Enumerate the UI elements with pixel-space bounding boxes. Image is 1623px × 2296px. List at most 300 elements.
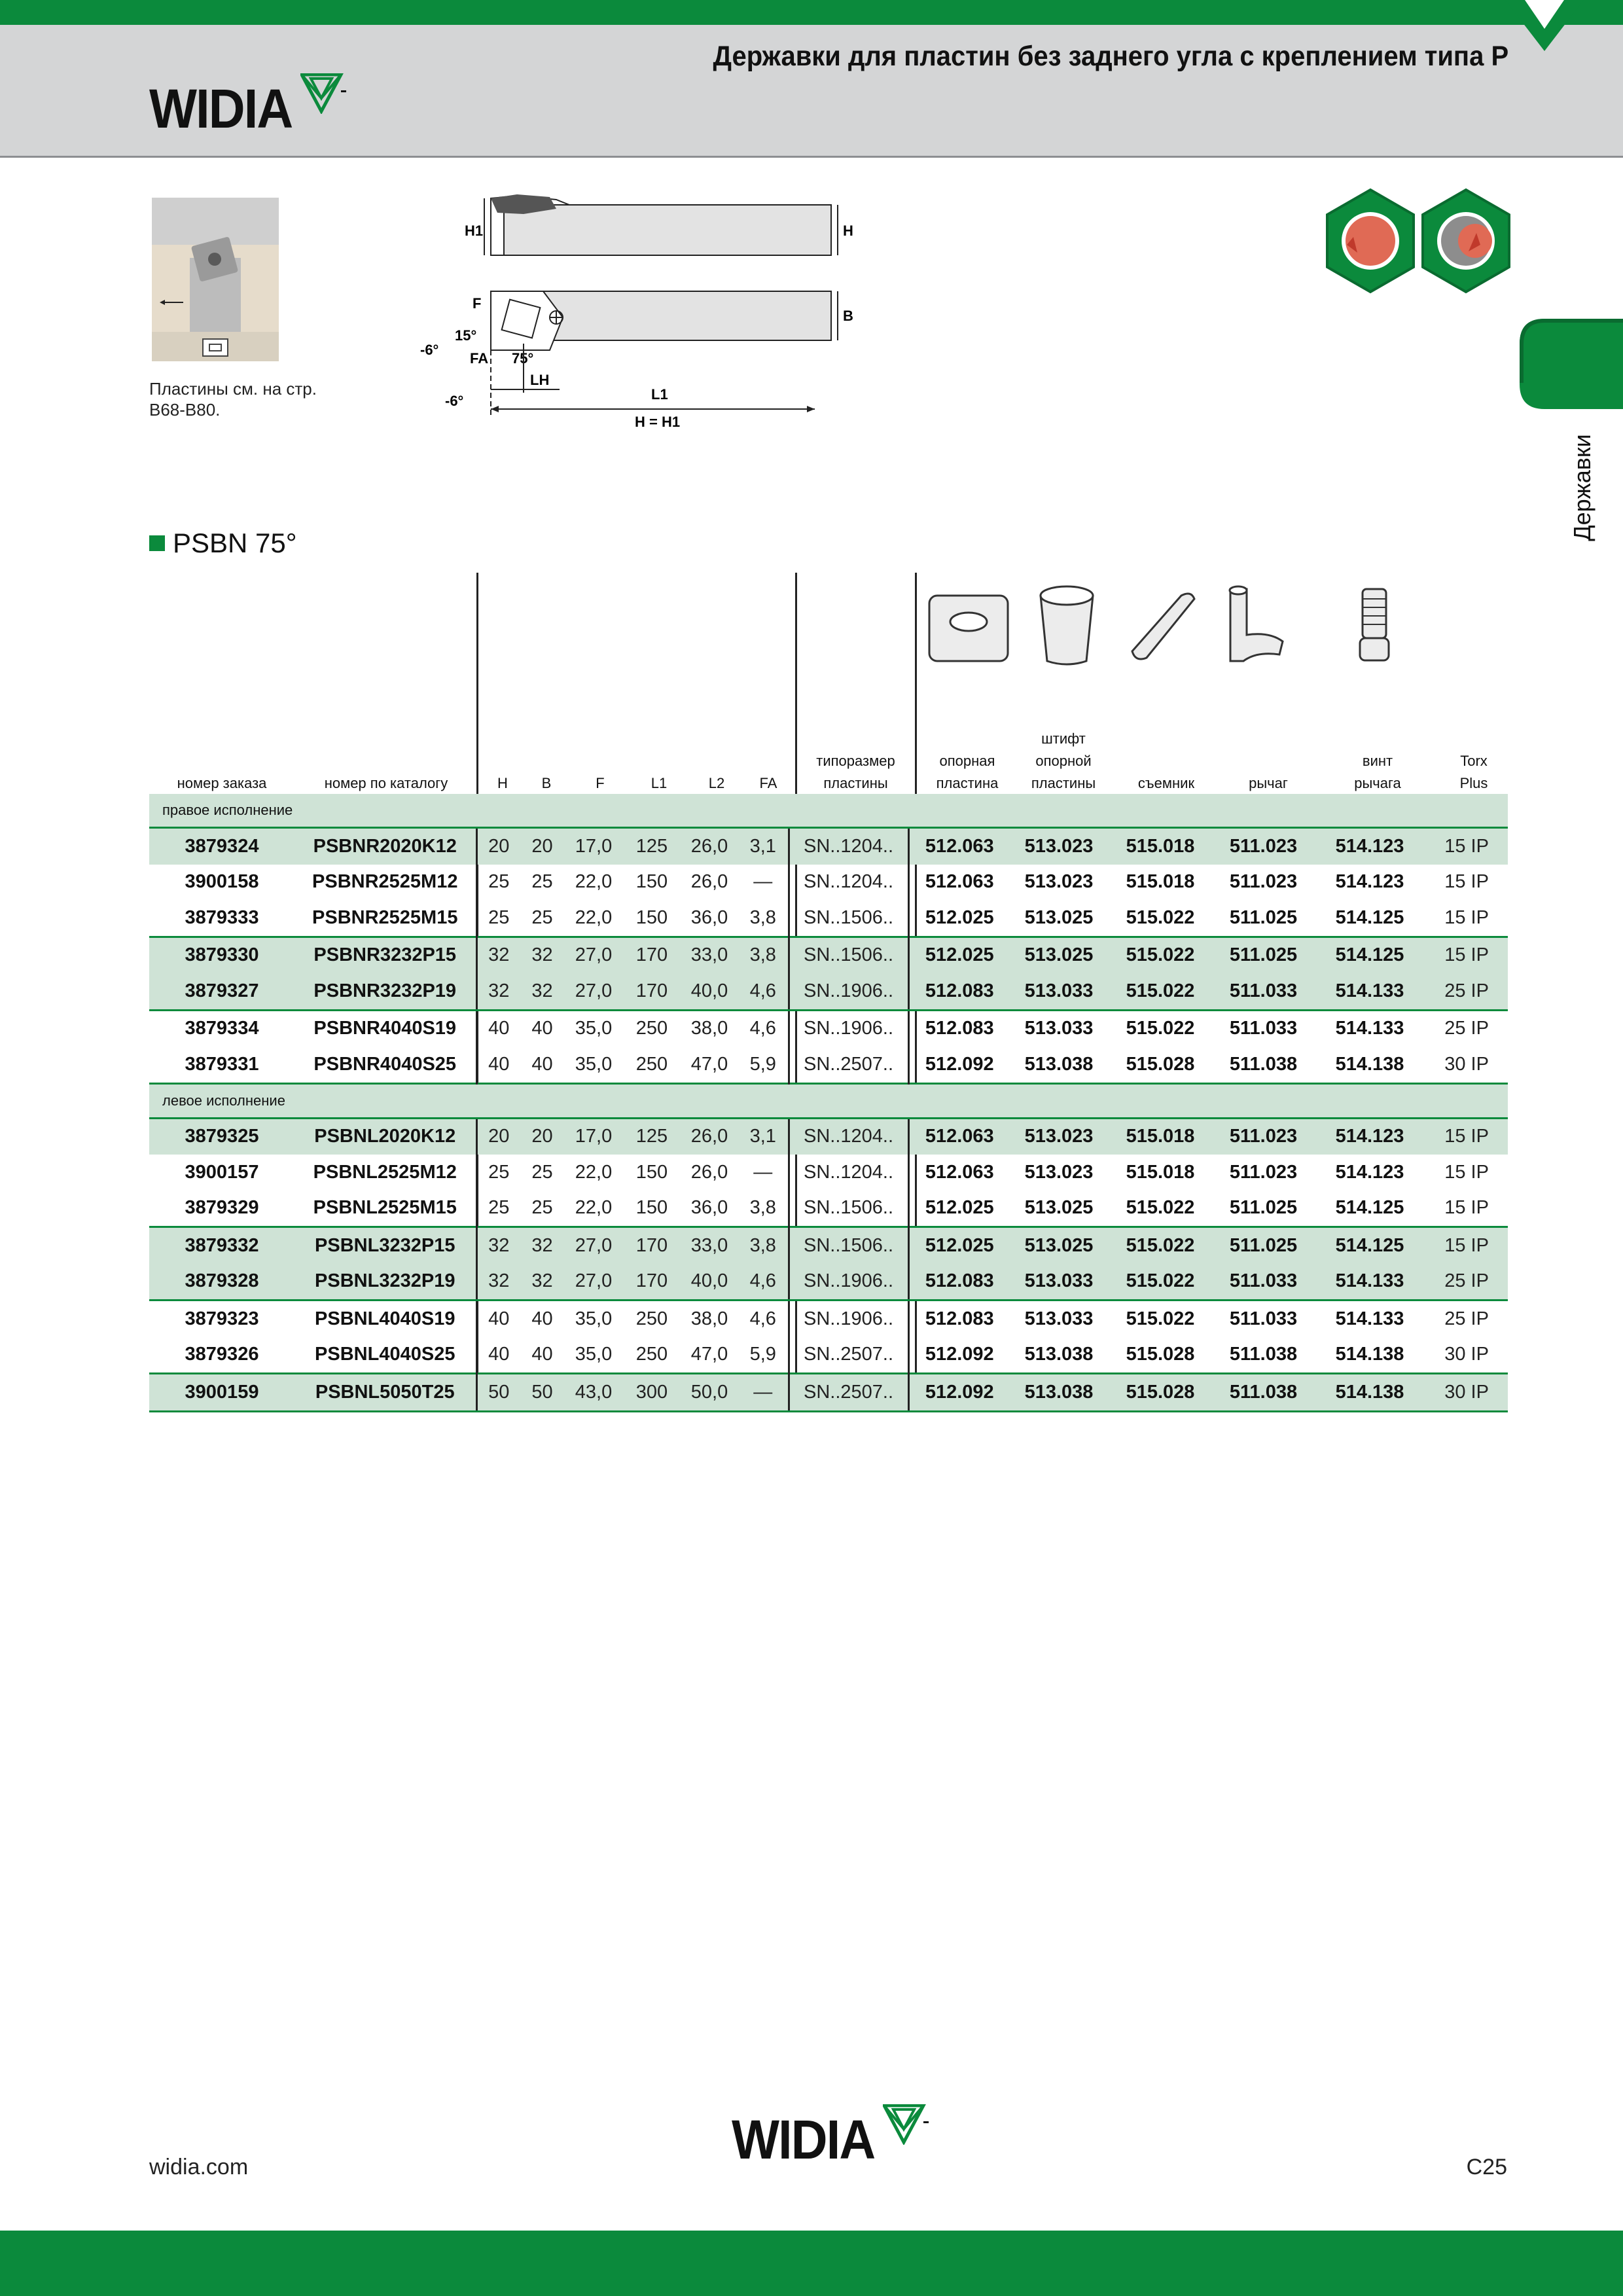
- cell-extractor: 515.018: [1126, 1161, 1195, 1183]
- cell-order-number: 3900159: [149, 1374, 294, 1412]
- col-header-b: B: [541, 775, 552, 791]
- cell-b: 40: [531, 1308, 553, 1329]
- operation-icons: [1323, 187, 1513, 295]
- cell-shim-pin: 513.038: [1024, 1344, 1094, 1365]
- footer-logo: [732, 2104, 930, 2170]
- table-row: [149, 1337, 1508, 1374]
- cell-shim-pin: 513.038: [1010, 1374, 1108, 1412]
- cell-f: 17,0: [564, 1118, 623, 1155]
- cell-l1: 170: [623, 973, 681, 1010]
- cell-lever-screw: 514.125: [1335, 906, 1404, 928]
- page-number: C25: [1466, 2155, 1507, 2179]
- cell-extractor: 515.022: [1126, 1197, 1195, 1219]
- cell-lever: 511.033: [1229, 1308, 1298, 1329]
- cell-torx: 25 IP: [1444, 1308, 1489, 1329]
- cell-lever: 511.025: [1213, 937, 1314, 973]
- cell-shim-pin: 513.025: [1024, 906, 1094, 928]
- cell-extractor: 515.018: [1126, 871, 1195, 893]
- lever-screw-icon: [1360, 589, 1389, 660]
- cell-f: 27,0: [564, 1227, 623, 1264]
- pin-line-2: опорной: [1035, 753, 1092, 769]
- cell-insert-size: SN..1506..: [789, 900, 908, 937]
- cell-insert-size: SN..1204..: [789, 1118, 908, 1155]
- cell-shim: 512.063: [908, 865, 1010, 901]
- cell-fa: 3,8: [738, 937, 789, 973]
- cell-lever: 511.025: [1213, 1227, 1314, 1264]
- cell-b: 40: [531, 1018, 553, 1039]
- insert-size-line-2: пластины: [823, 775, 888, 791]
- dim-b-label: B: [843, 308, 853, 324]
- side-tab-marker: [1518, 317, 1623, 410]
- cell-f: 35,0: [575, 1018, 613, 1039]
- dim-lh-label: LH: [530, 372, 550, 388]
- cell-catalog-number: PSBNR3232P19: [294, 973, 476, 1010]
- cell-fa: 4,6: [738, 1264, 789, 1300]
- cell-shim: 512.025: [908, 900, 1010, 937]
- cell-fa: 4,6: [738, 973, 789, 1010]
- cell-b: 25: [531, 906, 553, 928]
- torx-line-1: Torx: [1460, 753, 1488, 769]
- cell-fa: 5,9: [749, 1344, 776, 1365]
- cell-order-number: 3879330: [149, 937, 294, 973]
- cell-b: 20: [520, 828, 564, 865]
- footer-website-link[interactable]: widia.com: [149, 2155, 249, 2179]
- cell-f: 27,0: [564, 937, 623, 973]
- col-header-f: F: [596, 775, 605, 791]
- cell-lever-screw: 514.123: [1314, 1118, 1425, 1155]
- cell-fa: 3,1: [738, 828, 789, 865]
- col-header-lever-screw: [1332, 750, 1423, 795]
- spare-part-icons: [916, 576, 1440, 674]
- cell-f: 22,0: [575, 1197, 613, 1219]
- side-section-label: [1550, 432, 1615, 543]
- insert-size-line-1: типоразмер: [816, 753, 895, 769]
- footer-brand-wordmark: WIDIA: [732, 2109, 875, 2170]
- shim-pin-icon: [1041, 586, 1093, 664]
- angle-minus6-bottom-label: -6°: [445, 393, 464, 409]
- cell-torx: 15 IP: [1444, 906, 1489, 928]
- cell-extractor: 515.022: [1108, 937, 1213, 973]
- page-title: Державки для пластин без заднего угла с креплением типа P: [713, 41, 1508, 72]
- cell-l2: 47,0: [690, 1053, 728, 1075]
- cell-f: 22,0: [575, 906, 613, 928]
- bottom-green-bar: [0, 2231, 1623, 2296]
- table-row: [149, 1118, 1508, 1155]
- cell-h: 32: [476, 1227, 520, 1264]
- cell-l1: 150: [635, 871, 668, 893]
- table-row: [149, 937, 1508, 973]
- side-label-text: Державки: [1569, 434, 1596, 541]
- cell-shim: 512.025: [908, 937, 1010, 973]
- table-row: [149, 865, 1508, 901]
- cell-shim: 512.025: [908, 1227, 1010, 1264]
- cell-fa: 3,8: [749, 906, 776, 928]
- table-row: [149, 1155, 1508, 1191]
- shim-line-2: пластина: [936, 775, 999, 791]
- cell-order-number: 3879329: [185, 1197, 259, 1219]
- cell-lever-screw: 514.125: [1314, 937, 1425, 973]
- cell-catalog-number: PSBNL5050T25: [294, 1374, 476, 1412]
- cell-lever: 511.038: [1229, 1053, 1298, 1075]
- cell-insert-size: SN..1506..: [789, 1227, 908, 1264]
- col-header-lever: рычаг: [1249, 775, 1288, 791]
- cell-order-number: 3879332: [149, 1227, 294, 1264]
- col-header-l1: L1: [651, 775, 668, 791]
- cell-l2: 33,0: [681, 1227, 738, 1264]
- cell-order-number: 3879323: [185, 1308, 259, 1329]
- cell-b: 32: [520, 1264, 564, 1300]
- cell-h: 25: [476, 1155, 520, 1191]
- cell-l1: 170: [623, 937, 681, 973]
- cell-l1: 150: [635, 1161, 668, 1183]
- cell-fa: —: [738, 1374, 789, 1412]
- cell-h: 50: [476, 1374, 520, 1412]
- cell-fa: 3,1: [738, 1118, 789, 1155]
- cell-f: 43,0: [564, 1374, 623, 1412]
- cell-shim: 512.063: [908, 1155, 1010, 1191]
- col-header-fa: FA: [759, 775, 777, 791]
- widia-triangle-icon: [300, 73, 348, 114]
- cell-catalog-number: PSBNL4040S25: [315, 1344, 455, 1365]
- cell-shim-pin: 513.033: [1010, 973, 1108, 1010]
- cell-shim-pin: 513.023: [1010, 828, 1108, 865]
- cell-shim: 512.083: [908, 1264, 1010, 1300]
- cell-torx: 30 IP: [1425, 1374, 1508, 1412]
- cell-l1: 250: [635, 1344, 668, 1365]
- cell-b: 20: [520, 1118, 564, 1155]
- screw-line-2: рычага: [1354, 775, 1401, 791]
- angle-minus6-top-label: -6°: [420, 342, 439, 358]
- cell-insert-size: SN..1906..: [789, 973, 908, 1010]
- cell-order-number: 3900157: [185, 1161, 259, 1183]
- cell-lever-screw: 514.133: [1314, 1264, 1425, 1300]
- cell-l2: 33,0: [681, 937, 738, 973]
- cell-catalog-number: PSBNL3232P19: [294, 1264, 476, 1300]
- cell-insert-size: SN..1906..: [789, 1010, 908, 1047]
- corner-triangle-icon: [1505, 0, 1584, 52]
- cell-lever-screw: 514.133: [1335, 1308, 1404, 1329]
- cell-shim: 512.083: [908, 1010, 1010, 1047]
- cell-l1: 300: [623, 1374, 681, 1412]
- cell-shim-pin: 513.033: [1024, 1308, 1094, 1329]
- cell-l1: 250: [635, 1018, 668, 1039]
- torx-line-2: Plus: [1459, 775, 1488, 791]
- cell-l2: 26,0: [690, 1161, 728, 1183]
- angle-15-label: 15°: [455, 327, 477, 344]
- cell-l1: 170: [623, 1264, 681, 1300]
- table-row: [149, 828, 1508, 865]
- cell-h: 32: [476, 1264, 520, 1300]
- cell-order-number: 3879331: [185, 1053, 259, 1075]
- table-row: [149, 1264, 1508, 1300]
- cell-catalog-number: PSBNR4040S25: [313, 1053, 457, 1075]
- cell-l2: 40,0: [681, 973, 738, 1010]
- cell-catalog-number: PSBNR3232P15: [294, 937, 476, 973]
- cell-extractor: 515.022: [1126, 906, 1195, 928]
- cell-torx: 15 IP: [1444, 871, 1489, 893]
- cell-catalog-number: PSBNR2525M12: [312, 871, 458, 893]
- cell-fa: —: [753, 871, 773, 893]
- cell-l2: 26,0: [681, 828, 738, 865]
- cell-order-number: 3879334: [185, 1018, 259, 1039]
- cell-b: 50: [520, 1374, 564, 1412]
- cell-h: 20: [476, 828, 520, 865]
- cell-shim: 512.083: [908, 973, 1010, 1010]
- dim-fa-label: FA: [470, 350, 489, 367]
- cell-lever: 511.038: [1213, 1374, 1314, 1412]
- footer-widia-triangle-icon: [883, 2104, 930, 2145]
- cell-h: 40: [476, 1300, 520, 1337]
- shim-line-1: опорная: [939, 753, 995, 769]
- group-label: правое исполнение: [149, 794, 1508, 828]
- cell-b: 25: [531, 1197, 553, 1219]
- cell-l2: 36,0: [690, 906, 728, 928]
- col-header-shim-pin: [1018, 728, 1109, 795]
- holder-dimension-drawing: [393, 187, 864, 432]
- cell-b: 32: [520, 937, 564, 973]
- cell-insert-size: SN..2507..: [789, 1374, 908, 1412]
- cell-f: 22,0: [575, 871, 613, 893]
- cell-insert-size: SN..2507..: [789, 1337, 908, 1374]
- cell-lever-screw: 514.133: [1335, 1018, 1404, 1039]
- cell-order-number: 3879326: [185, 1344, 259, 1365]
- cell-fa: —: [753, 1161, 773, 1183]
- cell-torx: 15 IP: [1425, 937, 1508, 973]
- cell-l1: 125: [623, 1118, 681, 1155]
- cell-l2: 47,0: [690, 1344, 728, 1365]
- facing-operation-icon: [1423, 190, 1509, 292]
- cell-fa: 5,9: [749, 1053, 776, 1075]
- cell-l2: 50,0: [681, 1374, 738, 1412]
- cell-insert-size: SN..1204..: [789, 865, 908, 901]
- dim-h1-label: H1: [465, 223, 484, 239]
- cell-extractor: 515.022: [1108, 973, 1213, 1010]
- cell-catalog-number: PSBNL2020K12: [294, 1118, 476, 1155]
- cell-lever-screw: 514.125: [1335, 1197, 1404, 1219]
- cell-lever: 511.038: [1229, 1344, 1298, 1365]
- screw-line-1: винт: [1362, 753, 1393, 769]
- cell-torx: 30 IP: [1444, 1053, 1489, 1075]
- cell-l2: 26,0: [681, 1118, 738, 1155]
- cell-shim-pin: 513.025: [1010, 1227, 1108, 1264]
- cell-shim-pin: 513.033: [1024, 1018, 1094, 1039]
- h-equals-h1-label: H = H1: [635, 414, 681, 430]
- cell-shim: 512.092: [908, 1374, 1010, 1412]
- cell-order-number: 3879325: [149, 1118, 294, 1155]
- cell-h: 32: [476, 937, 520, 973]
- col-header-order-number: номер заказа: [177, 775, 267, 791]
- cell-torx: 25 IP: [1425, 973, 1508, 1010]
- dim-l1-label: L1: [651, 386, 668, 403]
- table-row: [149, 1300, 1508, 1337]
- cell-b: 25: [531, 871, 553, 893]
- cell-shim: 512.092: [908, 1337, 1010, 1374]
- col-header-h: H: [497, 775, 508, 791]
- cell-catalog-number: PSBNL4040S19: [315, 1308, 455, 1329]
- cell-insert-size: SN..1506..: [789, 937, 908, 973]
- cell-catalog-number: PSBNL2525M12: [313, 1161, 457, 1183]
- cell-b: 40: [531, 1053, 553, 1075]
- shim-icon: [929, 596, 1008, 661]
- cell-f: 35,0: [575, 1344, 613, 1365]
- cell-torx: 15 IP: [1425, 828, 1508, 865]
- cell-insert-size: SN..1506..: [789, 1191, 908, 1227]
- cell-h: 20: [476, 1118, 520, 1155]
- cell-shim-pin: 513.025: [1010, 937, 1108, 973]
- pin-line-3: пластины: [1031, 775, 1096, 791]
- cell-lever: 511.033: [1213, 973, 1314, 1010]
- insert-reference-note: [149, 378, 317, 420]
- section-title-text: PSBN 75°: [173, 528, 297, 558]
- cell-torx: 25 IP: [1444, 1018, 1489, 1039]
- product-table: [149, 794, 1508, 1412]
- cell-extractor: 515.022: [1126, 1308, 1195, 1329]
- cell-extractor: 515.018: [1108, 1118, 1213, 1155]
- cell-extractor: 515.028: [1126, 1344, 1195, 1365]
- cell-lever-screw: 514.138: [1335, 1344, 1404, 1365]
- cell-lever: 511.033: [1213, 1264, 1314, 1300]
- cell-insert-size: SN..1906..: [789, 1264, 908, 1300]
- cell-shim-pin: 513.038: [1024, 1053, 1094, 1075]
- col-header-shim: [921, 750, 1013, 795]
- cell-catalog-number: PSBNR2020K12: [294, 828, 476, 865]
- cell-torx: 30 IP: [1444, 1344, 1489, 1365]
- table-row: [149, 1227, 1508, 1264]
- cell-h: 40: [476, 1047, 520, 1083]
- cell-h: 25: [476, 1191, 520, 1227]
- cell-h: 32: [476, 973, 520, 1010]
- cell-f: 22,0: [575, 1161, 613, 1183]
- cell-shim-pin: 513.023: [1024, 871, 1094, 893]
- table-row: [149, 1010, 1508, 1047]
- cell-torx: 15 IP: [1425, 1227, 1508, 1264]
- cell-l1: 250: [635, 1308, 668, 1329]
- lever-icon: [1230, 586, 1283, 661]
- dim-f-label: F: [473, 295, 482, 312]
- cell-order-number: 3879324: [149, 828, 294, 865]
- cell-b: 32: [520, 973, 564, 1010]
- cell-extractor: 515.028: [1108, 1374, 1213, 1412]
- cell-lever: 511.025: [1229, 906, 1298, 928]
- table-row: [149, 1047, 1508, 1083]
- cell-lever: 511.023: [1213, 828, 1314, 865]
- cell-l1: 150: [635, 1197, 668, 1219]
- group-header-row: [149, 1083, 1508, 1118]
- cell-shim: 512.063: [908, 828, 1010, 865]
- note-line-2: B68-B80.: [149, 400, 221, 420]
- cell-f: 35,0: [575, 1053, 613, 1075]
- brand-wordmark: WIDIA: [149, 78, 293, 139]
- cell-f: 35,0: [575, 1308, 613, 1329]
- cell-extractor: 515.022: [1126, 1018, 1195, 1039]
- cell-fa: 3,8: [738, 1227, 789, 1264]
- cell-lever-screw: 514.123: [1335, 871, 1404, 893]
- cell-order-number: 3900158: [185, 871, 259, 893]
- cell-lever-screw: 514.123: [1335, 1161, 1404, 1183]
- table-row: [149, 1374, 1508, 1412]
- cell-b: 25: [531, 1161, 553, 1183]
- col-header-extractor: съемник: [1137, 775, 1195, 791]
- col-header-torx: [1440, 750, 1508, 795]
- extractor-icon: [1132, 594, 1194, 659]
- cell-l1: 125: [623, 828, 681, 865]
- cell-shim-pin: 513.023: [1010, 1118, 1108, 1155]
- cell-lever-screw: 514.123: [1314, 828, 1425, 865]
- cell-l2: 38,0: [690, 1018, 728, 1039]
- cell-lever: 511.033: [1229, 1018, 1298, 1039]
- col-header-catalog-number: номер по каталогу: [324, 775, 448, 791]
- cell-extractor: 515.022: [1108, 1227, 1213, 1264]
- cell-torx: 25 IP: [1425, 1264, 1508, 1300]
- cell-lever: 511.023: [1229, 1161, 1298, 1183]
- cell-order-number: 3879328: [149, 1264, 294, 1300]
- top-green-bar: [0, 0, 1623, 25]
- tool-holder-photo: [152, 198, 279, 361]
- table-row: [149, 973, 1508, 1010]
- angle-75-label: 75°: [512, 350, 534, 367]
- cell-l1: 150: [635, 906, 668, 928]
- cell-l2: 38,0: [690, 1308, 728, 1329]
- cell-f: 27,0: [564, 1264, 623, 1300]
- section-title: [149, 528, 297, 559]
- col-header-l2: L2: [708, 775, 725, 791]
- section-marker-icon: [149, 535, 165, 551]
- turning-external-icon: [1327, 190, 1414, 292]
- cell-catalog-number: PSBNL3232P15: [294, 1227, 476, 1264]
- cell-l2: 36,0: [690, 1197, 728, 1219]
- cell-insert-size: SN..1204..: [789, 828, 908, 865]
- cell-lever: 511.023: [1229, 871, 1298, 893]
- cell-extractor: 515.022: [1108, 1264, 1213, 1300]
- header-logo: [149, 73, 348, 139]
- table-row: [149, 900, 1508, 937]
- cell-h: 40: [476, 1337, 520, 1374]
- cell-b: 40: [531, 1344, 553, 1365]
- cell-torx: 15 IP: [1444, 1161, 1489, 1183]
- pin-line-1: штифт: [1041, 730, 1086, 747]
- cell-l1: 170: [623, 1227, 681, 1264]
- group-header-row: [149, 794, 1508, 828]
- cell-insert-size: SN..1204..: [789, 1155, 908, 1191]
- cell-extractor: 515.028: [1126, 1053, 1195, 1075]
- cell-lever-screw: 514.138: [1314, 1374, 1425, 1412]
- cell-catalog-number: PSBNL2525M15: [313, 1197, 457, 1219]
- cell-b: 32: [520, 1227, 564, 1264]
- group-label: левое исполнение: [149, 1083, 1508, 1118]
- col-header-insert-size: [802, 750, 910, 795]
- cell-extractor: 515.018: [1108, 828, 1213, 865]
- cell-h: 25: [476, 865, 520, 901]
- cell-lever-screw: 514.125: [1314, 1227, 1425, 1264]
- cell-fa: 4,6: [749, 1308, 776, 1329]
- cell-shim: 512.063: [908, 1118, 1010, 1155]
- cell-h: 40: [476, 1010, 520, 1047]
- cell-order-number: 3879333: [185, 906, 259, 928]
- table-row: [149, 1191, 1508, 1227]
- cell-shim-pin: 513.033: [1010, 1264, 1108, 1300]
- cell-insert-size: SN..2507..: [789, 1047, 908, 1083]
- cell-torx: 15 IP: [1425, 1118, 1508, 1155]
- cell-fa: 3,8: [749, 1197, 776, 1219]
- cell-lever-screw: 514.133: [1314, 973, 1425, 1010]
- cell-torx: 15 IP: [1444, 1197, 1489, 1219]
- cell-catalog-number: PSBNR4040S19: [313, 1018, 457, 1039]
- cell-l2: 40,0: [681, 1264, 738, 1300]
- cell-shim: 512.083: [908, 1300, 1010, 1337]
- cell-fa: 4,6: [749, 1018, 776, 1039]
- cell-shim: 512.025: [908, 1191, 1010, 1227]
- cell-catalog-number: PSBNR2525M15: [312, 906, 458, 928]
